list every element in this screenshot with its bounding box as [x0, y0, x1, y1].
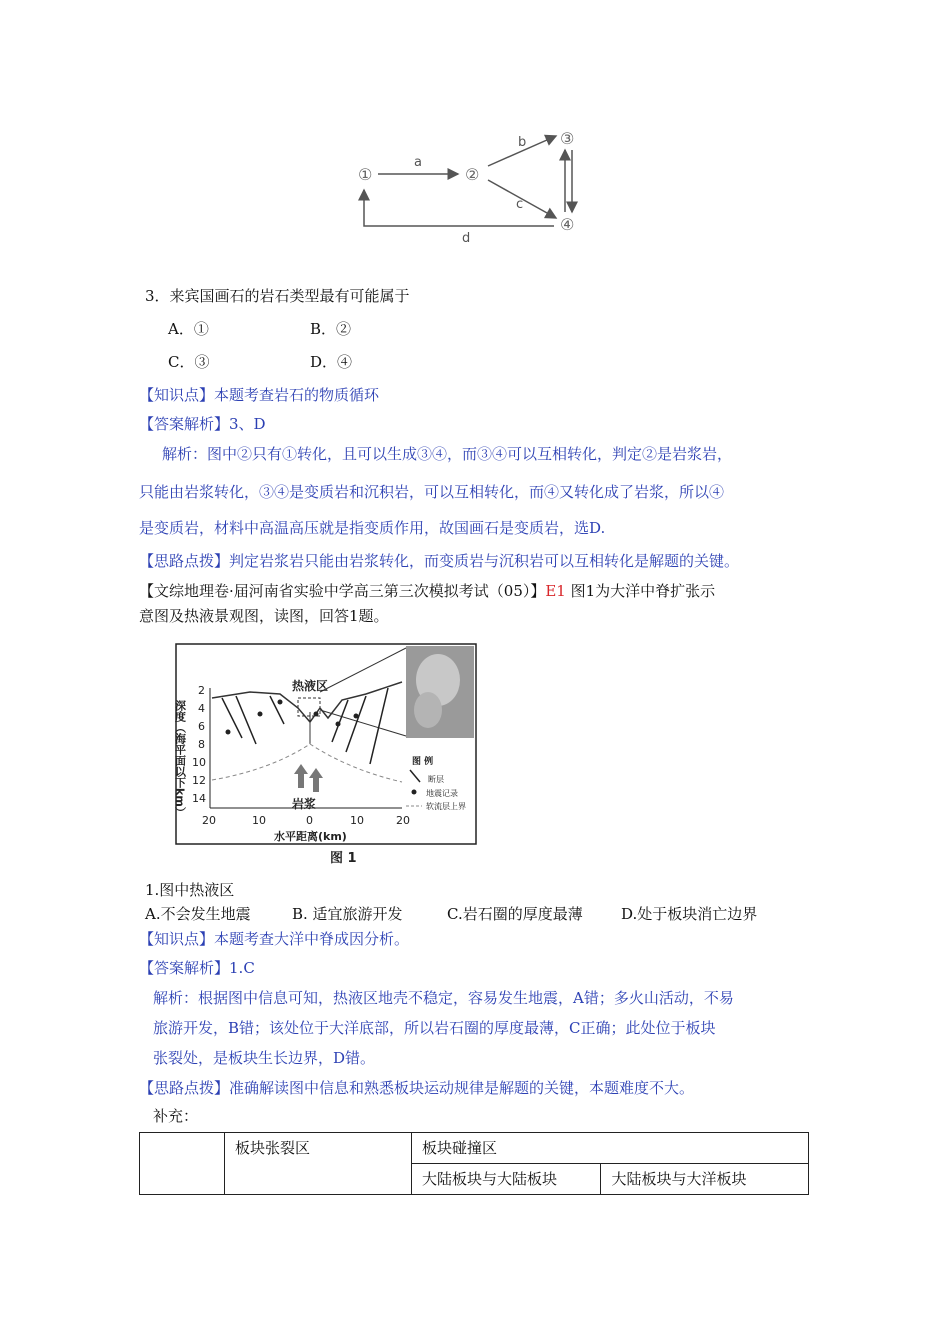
q1-knowledge-tag: 【知识点】 — [139, 930, 215, 948]
legend-quake: 地震记录 — [426, 789, 458, 798]
label-c: c — [516, 197, 524, 212]
q1-tip-text: 准确解读图中信息和熟悉板块运动规律是解题的关键，本题难度不大。 — [229, 1079, 695, 1097]
q1-option-a: A.不会发生地震 — [145, 905, 251, 923]
x-tick: 20 — [396, 814, 410, 827]
q1-stem: 1.图中热液区 — [145, 881, 235, 899]
q3-knowledge — [139, 385, 379, 405]
figure-caption: 图 1 — [330, 851, 357, 866]
y-axis-label: 深度（海平面以下km） — [173, 700, 187, 818]
y-tick: 2 — [198, 684, 205, 697]
source-prefix: 【文综地理卷·届河南省实验中学高三第三次模拟考试（05）】 — [139, 582, 546, 600]
q3-knowledge-tag: 【知识点】 — [139, 386, 215, 404]
source-suffix: 图1为大洋中脊扩张示 — [565, 582, 716, 600]
label-d: d — [462, 231, 471, 245]
q1-analysis-line-1: 解析：根据图中信息可知，热液区地壳不稳定，容易发生地震，A错；多火山活动，不易 — [153, 989, 734, 1007]
magma-label: 岩浆 — [292, 797, 317, 811]
q3-knowledge-text: 本题考查岩石的物质循环 — [214, 386, 380, 404]
table-cell-spread: 板块张裂区 — [225, 1133, 412, 1195]
arrow-d — [364, 190, 554, 226]
q1-tip — [139, 1078, 694, 1098]
label-a: a — [414, 155, 422, 170]
q1-tip-tag: 【思路点拨】 — [139, 1079, 230, 1097]
figure-1 — [170, 640, 490, 870]
q1-knowledge — [139, 929, 409, 949]
q3-tip-text: 判定岩浆岩只能由岩浆转化，而变质岩与沉积岩可以互相转化是解题的关键。 — [229, 552, 740, 570]
y-tick: 6 — [198, 720, 205, 733]
table-corner-cell — [140, 1133, 225, 1195]
node-3: ③ — [560, 129, 575, 148]
label-b: b — [518, 135, 527, 150]
hydrothermal-label: 热液区 — [292, 679, 329, 693]
source-line-2: 意图及热液景观图，读图，回答1题。 — [139, 607, 389, 625]
q1-option-b: B. 适宜旅游开发 — [292, 905, 403, 923]
q3-tip-tag: 【思路点拨】 — [139, 552, 230, 570]
q1-analysis-line-2: 旅游开发，B错；该处位于大洋底部，所以岩石圈的厚度最薄，C正确；此处位于板块 — [153, 1019, 716, 1037]
q3-analysis-line-2: 只能由岩浆转化，③④是变质岩和沉积岩，可以互相转化，而④又转化成了岩浆，所以④ — [139, 483, 725, 501]
q1-option-d: D.处于板块消亡边界 — [621, 905, 758, 923]
supplement-label: 补充： — [153, 1107, 199, 1125]
q1-knowledge-text: 本题考查大洋中脊成因分析。 — [214, 930, 410, 948]
q1-analysis-line-3: 张裂处，是板块生长边界，D错。 — [153, 1049, 376, 1067]
x-tick: 10 — [252, 814, 266, 827]
source-code: E1 — [545, 582, 566, 600]
source-line-1 — [139, 581, 715, 601]
y-tick: 12 — [192, 774, 206, 787]
x-tick: 0 — [306, 814, 313, 827]
table-row — [140, 1133, 809, 1164]
x-tick: 10 — [350, 814, 364, 827]
legend-quake-symbol — [412, 790, 417, 795]
q3-answer-tag: 【答案解析】 — [139, 415, 230, 433]
legend-title: 图 例 — [412, 757, 434, 767]
table-cell-sub1: 大陆板块与大陆板块 — [412, 1164, 601, 1195]
rock-cycle-diagram — [340, 120, 610, 245]
q1-answer — [139, 958, 255, 978]
q3-analysis-line-3: 是变质岩，材料中高温高压就是指变质作用，故国画石是变质岩，选D. — [139, 519, 606, 537]
q3-stem: 3．来宾国画石的岩石类型最有可能属于 — [145, 287, 410, 305]
legend-boundary: 软流层上界 — [426, 802, 466, 811]
q1-option-c: C.岩石圈的厚度最薄 — [447, 905, 583, 923]
x-tick: 20 — [202, 814, 216, 827]
y-tick: 4 — [198, 702, 205, 715]
y-tick: 14 — [192, 792, 206, 805]
y-tick: 8 — [198, 738, 205, 751]
q3-option-d: D．④ — [310, 353, 353, 371]
q3-option-b: B．② — [310, 320, 352, 338]
table-cell-collide: 板块碰撞区 — [412, 1133, 809, 1164]
x-axis-label: 水平距离(km) — [274, 830, 347, 843]
q1-answer-text: 1.C — [229, 959, 255, 977]
node-1: ① — [358, 165, 373, 184]
node-2: ② — [465, 165, 480, 184]
q1-answer-tag: 【答案解析】 — [139, 959, 230, 977]
q3-answer-text: 3、D — [229, 415, 266, 433]
y-tick: 10 — [192, 756, 206, 769]
table-cell-sub2: 大陆板块与大洋板块 — [601, 1164, 809, 1195]
legend-fault: 断层 — [428, 775, 444, 784]
q3-analysis-line-1: 解析：图中②只有①转化，且可以生成③④，而③④可以互相转化，判定②是岩浆岩， — [162, 445, 733, 463]
q3-tip — [139, 551, 739, 571]
q3-answer — [139, 414, 266, 434]
node-4: ④ — [560, 215, 575, 234]
q3-option-a: A．① — [168, 320, 209, 338]
q3-option-c: C．③ — [168, 353, 210, 371]
boundary-table — [139, 1132, 809, 1195]
